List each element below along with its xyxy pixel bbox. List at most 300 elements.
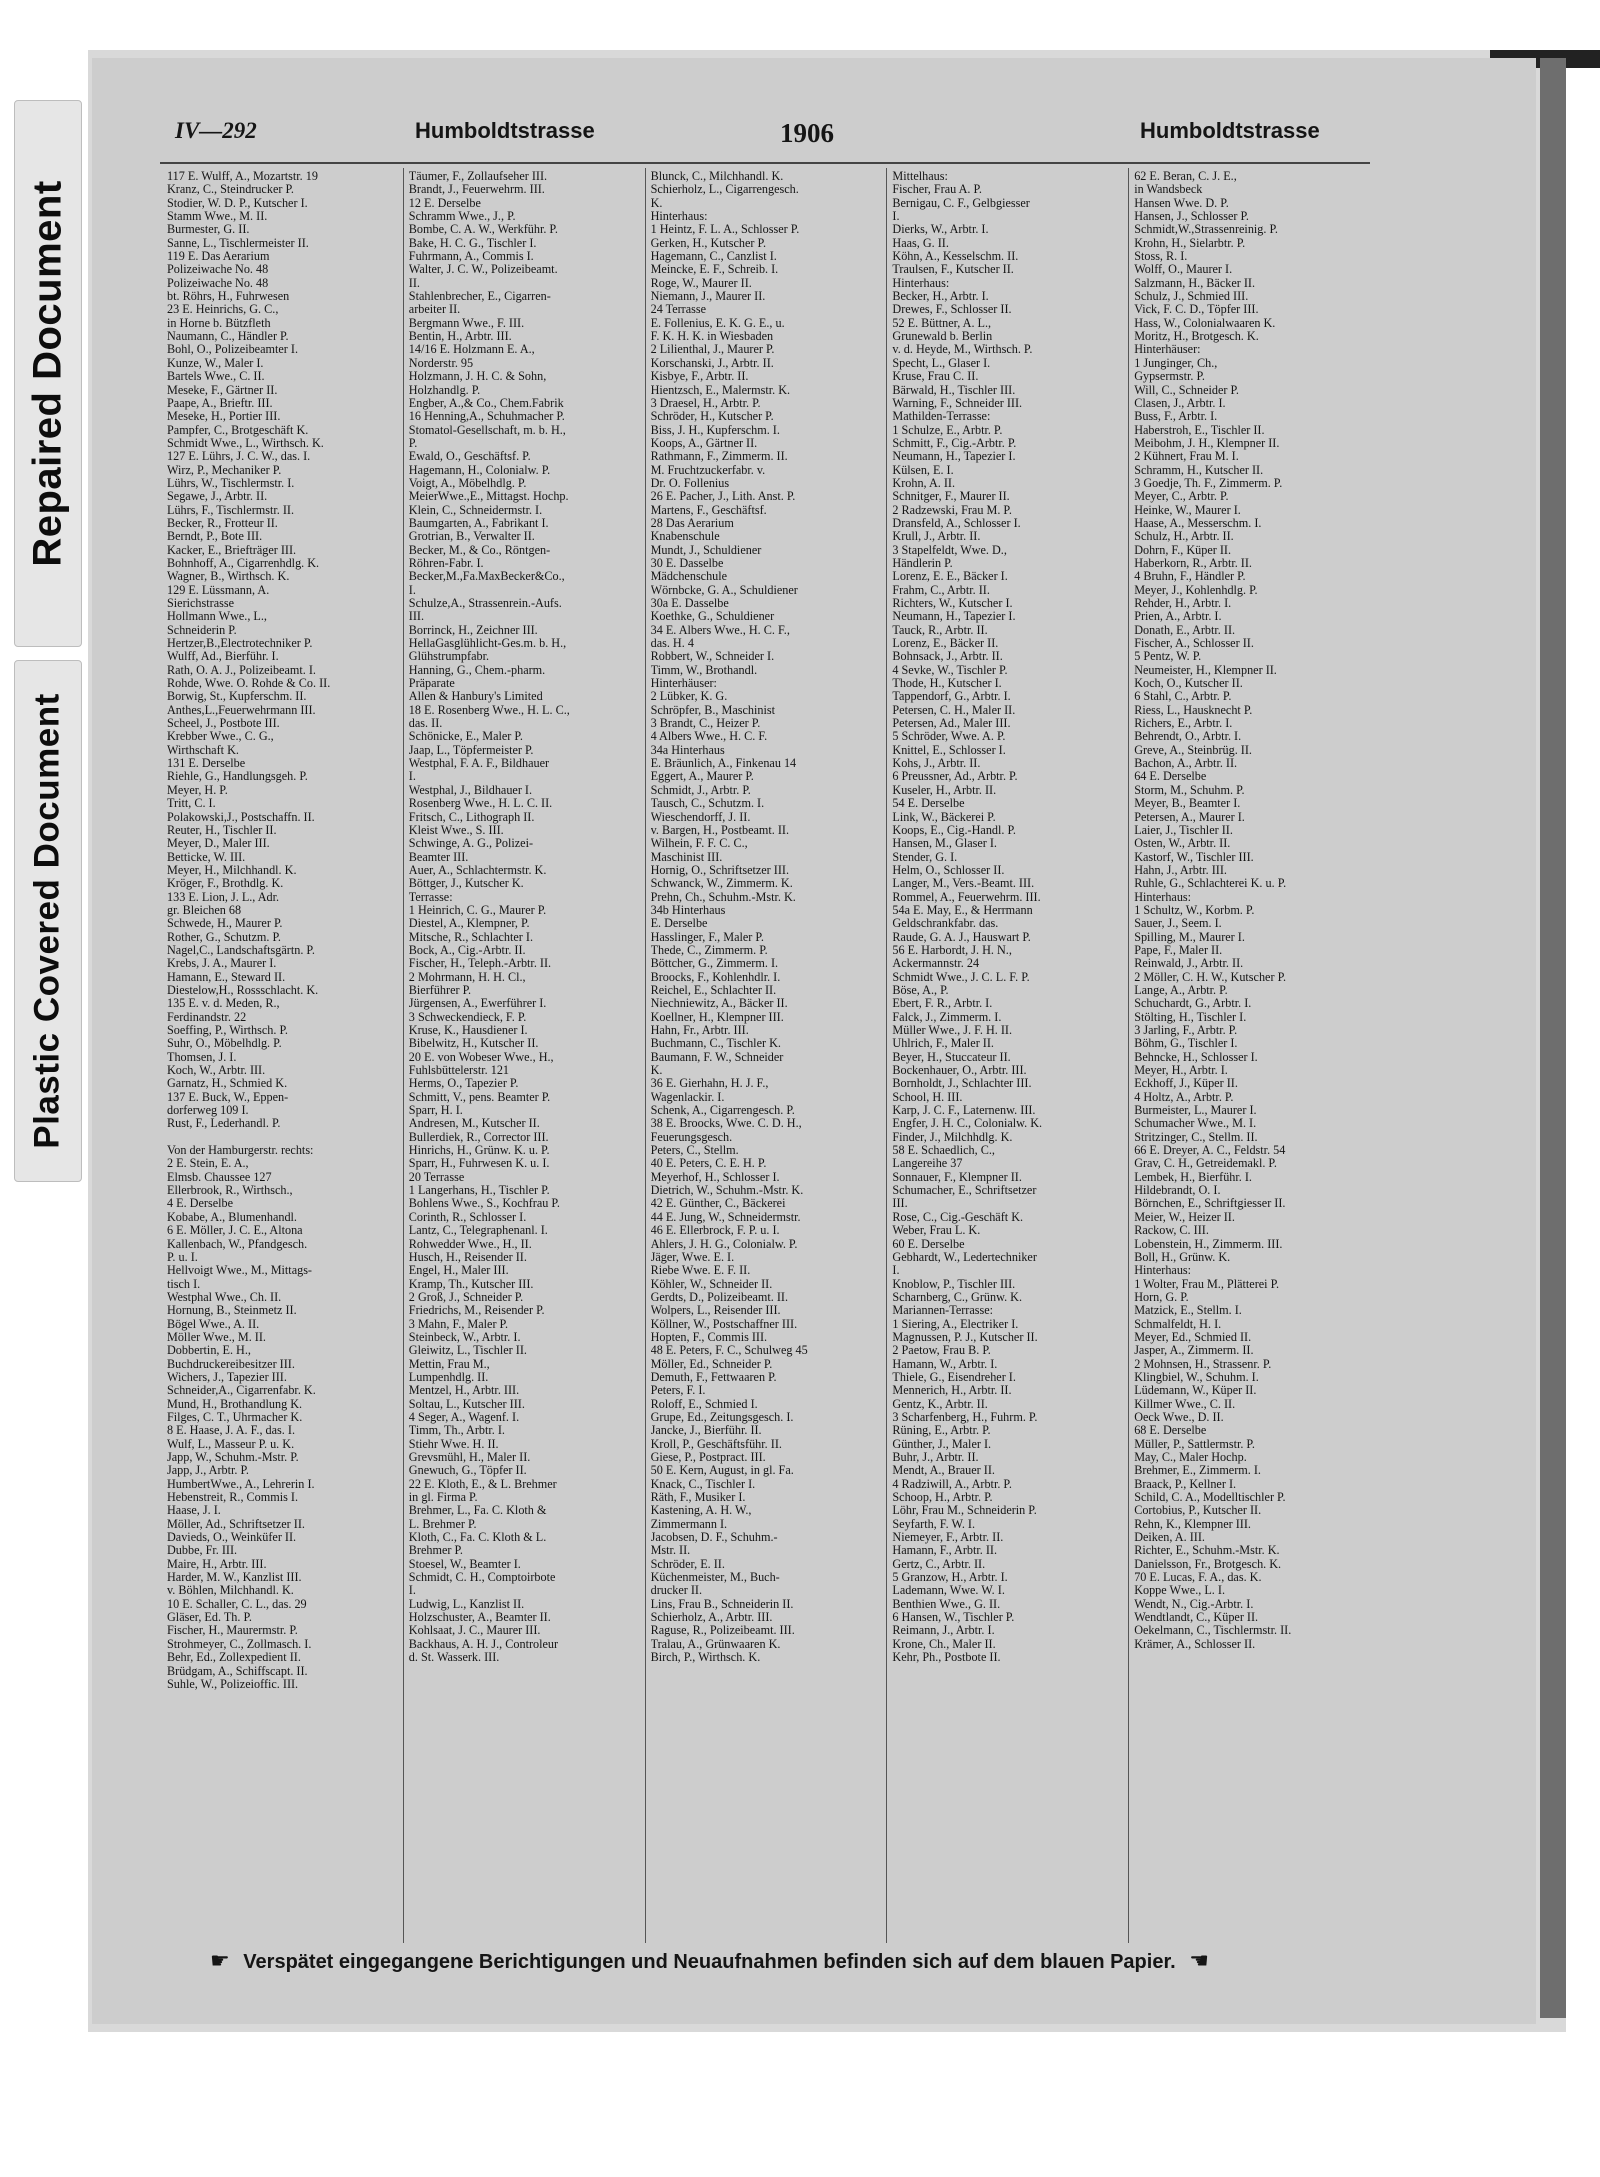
directory-entry: Niemann, J., Maurer II. [650, 290, 766, 304]
directory-entry: Böttger, J., Kutscher K. [408, 877, 524, 891]
directory-entry: bt. Röhrs, H., Fuhrwesen [167, 290, 290, 304]
directory-entry: Petersen, C. H., Maler II. [892, 703, 1016, 717]
directory-entry: 127 E. Lührs, J. C. W., das. I. [167, 450, 311, 464]
directory-entry: 28 Das Aerarium [650, 516, 734, 530]
directory-entry: 129 E. Lüssmann, A. [167, 583, 270, 597]
directory-entry: Diestelow,H., Rossschlacht. K. [167, 983, 319, 997]
directory-entry: Helm, O., Schlosser II. [892, 863, 1005, 877]
directory-entry: Hertzer,B.,Electrotechniker P. [167, 637, 313, 651]
directory-entry: Garnatz, H., Schmied K. [167, 1077, 288, 1091]
directory-entry: Küchenmeister, M., Buch- [650, 1571, 780, 1585]
directory-entry: Haberstroh, E., Tischler II. [1134, 423, 1265, 437]
directory-entry: Möller, Ed., Schneider P. [650, 1357, 773, 1371]
directory-entry: Schuchardt, G., Arbtr. I. [1134, 997, 1252, 1011]
directory-entry: 34 E. Albers Wwe., H. C. F., [650, 623, 790, 637]
directory-entry: Reinwald, J., Arbtr. II. [1134, 957, 1244, 971]
directory-entry: Mathilden-Terrasse: [892, 410, 991, 424]
directory-entry: E. Bräunlich, A., Finkenau 14 [650, 757, 797, 771]
directory-entry: Wagenlackir. I. [650, 1090, 725, 1104]
directory-column-3 [646, 168, 888, 1943]
repaired-document-label: Repaired Document [25, 180, 70, 567]
directory-entry: das. H. 4 [650, 637, 694, 651]
directory-entry: Stoss, R. I. [1134, 250, 1188, 264]
directory-entry: Dobbertin, E. H., [167, 1344, 251, 1358]
directory-entry: Haas, G. II. [892, 236, 949, 250]
directory-entry: Lührs, W., Tischlermstr. I. [167, 476, 295, 490]
directory-entry: 4 E. Derselbe [167, 1197, 233, 1211]
directory-entry: E. Follenius, E. K. G. E., u. [650, 316, 785, 330]
directory-entry: Präparate [408, 677, 455, 691]
directory-entry: Benthien Wwe., G. II. [892, 1597, 1001, 1611]
directory-entry: Fritsch, C., Lithograph II. [408, 810, 535, 824]
directory-entry: Anthes,L.,Feuerwehrmann III. [167, 703, 316, 717]
directory-entry: Meseke, H., Portier III. [167, 410, 281, 424]
directory-entry: Burmeister, L., Maurer I. [1134, 1104, 1257, 1118]
directory-entry: 54a E. May, E., & Herrmann [892, 903, 1033, 917]
directory-entry: Schwinge, A. G., Polizei- [408, 837, 534, 851]
directory-entry: Becker, R., Frotteur II. [167, 516, 278, 530]
directory-entry: Tausch, C., Schutzm. I. [650, 797, 765, 811]
directory-entry: Buchmann, C., Tischler K. [650, 1037, 781, 1051]
directory-entry: Meyer, Ed., Schmied II. [1134, 1330, 1252, 1344]
directory-entry: Meyerhof, H., Schlosser I. [650, 1170, 780, 1184]
directory-entry: Hinrichs, H., Grünw. K. u. P. [408, 1144, 550, 1158]
directory-entry: Broocks, F., Kohlenhdlr. I. [650, 970, 781, 984]
directory-entry: Grunewald b. Berlin [892, 330, 993, 344]
directory-entry: Ludwig, L., Kanzlist II. [408, 1597, 525, 1611]
directory-entry: Beyer, H., Stuccateur II. [892, 1050, 1011, 1064]
directory-entry: Pampfer, C., Brotgeschäft K. [167, 423, 309, 437]
directory-entry: Reichel, E., Schlachter II. [650, 983, 777, 997]
directory-entry: Jäger, Wwe. E. I. [650, 1250, 735, 1264]
directory-entry: Schulze,A., Strassenrein.-Aufs. [408, 597, 562, 610]
directory-entry: 4 Sevke, W., Tischler P. [892, 663, 1008, 677]
directory-entry: 4 Radziwill, A., Arbtr. P. [892, 1477, 1012, 1491]
directory-entry: Lorenz, E., Bäcker II. [892, 637, 999, 651]
directory-entry: Koethke, G., Schuldiener [650, 610, 775, 624]
directory-entry: Knoblow, P., Tischler III. [892, 1277, 1016, 1291]
directory-entry: Voigt, A., Möbelhdlg. P. [408, 476, 527, 490]
directory-entry: I. [408, 770, 416, 784]
directory-entry: Betticke, W. III. [167, 850, 246, 864]
directory-entry: Friedrichs, M., Reisender P. [408, 1304, 545, 1318]
directory-entry: Kleist Wwe., S. III. [408, 823, 504, 837]
directory-entry: Gnewuch, G., Töpfer II. [408, 1464, 527, 1478]
directory-entry: 117 E. Wulff, A., Mozartstr. 19 [167, 170, 318, 183]
directory-entry: K. [650, 196, 663, 210]
directory-entry: 12 E. Derselbe [408, 196, 481, 210]
directory-entry: Bernigau, C. F., Gelbgiesser [892, 196, 1030, 210]
directory-entry: Tauck, R., Arbtr. II. [892, 623, 988, 637]
directory-entry: 4 Bruhn, F., Händler P. [1134, 570, 1246, 584]
directory-entry: Mariannen-Terrasse: [892, 1304, 994, 1318]
directory-entry: Sparr, H. I. [408, 1104, 463, 1118]
directory-entry: Sauer, J., Seem. I. [1134, 917, 1222, 931]
directory-entry: 40 E. Peters, C. E. H. P. [650, 1157, 767, 1171]
directory-entry: 1 Wolter, Frau M., Plätterei P. [1134, 1277, 1280, 1291]
directory-entry: Langereihe 37 [892, 1157, 963, 1171]
directory-entry: Tappendorf, G., Arbtr. I. [892, 690, 1011, 704]
directory-entry: Sonnauer, F., Klempner II. [892, 1170, 1022, 1184]
directory-entry: 48 E. Peters, F. C., Schulweg 45 [650, 1344, 808, 1358]
footer-text: Verspätet eingegangene Berichtigungen und Neuaufnahmen befinden sich auf dem blauen Papier. [243, 1951, 1176, 1973]
directory-entry: Külsen, E. I. [892, 463, 954, 477]
directory-entry: Lademann, Wwe. W. I. [892, 1584, 1005, 1598]
directory-entry: Wolff, O., Maurer I. [1134, 263, 1233, 277]
directory-entry: Börnchen, E., Schriftgiesser II. [1134, 1197, 1286, 1211]
directory-entry: Wendt, N., Cig.-Arbtr. I. [1134, 1597, 1254, 1611]
directory-entry: Corinth, R., Schlosser I. [408, 1210, 527, 1224]
repaired-document-tab [14, 100, 82, 647]
directory-entry: Hinterhäuser: [650, 677, 717, 691]
directory-entry: Kastorf, W., Tischler III. [1134, 850, 1254, 864]
directory-entry: M. Fruchtzuckerfabr. v. [650, 463, 766, 477]
directory-entry [167, 1131, 399, 1144]
directory-entry: Specht, L., Glaser I. [892, 356, 991, 370]
directory-entry: Husch, H., Reisender II. [408, 1250, 527, 1264]
directory-entry: Polakowski,J., Postschaffn. II. [167, 810, 315, 824]
directory-entry: Koch, W., Arbtr. III. [167, 1064, 266, 1078]
directory-entry: Lobenstein, H., Zimmerm. III. [1134, 1237, 1283, 1251]
directory-entry: Kisbye, F., Arbtr. II. [650, 370, 749, 384]
directory-entry: Thiele, G., Eisendreher I. [892, 1370, 1016, 1384]
directory-entry: Fuhrmann, A., Commis I. [408, 250, 534, 264]
directory-entry: Fuhlsbüttelerstr. 121 [408, 1064, 510, 1078]
directory-entry: Becker, M., & Co., Röntgen- [408, 543, 551, 557]
directory-entry: Reimann, J., Arbtr. I. [892, 1624, 995, 1638]
directory-entry: Giese, P., Postpract. III. [650, 1451, 766, 1464]
directory-entry: Suhr, O., Möbelhdlg. P. [167, 1037, 282, 1051]
directory-entry: Dransfeld, A., Schlosser I. [892, 516, 1021, 530]
directory-entry: Gläser, Ed. Th. P. [167, 1611, 252, 1625]
directory-entry: 1 Schulze, E., Arbtr. P. [892, 423, 1003, 437]
directory-entry: Möller, Ad., Schriftsetzer II. [167, 1517, 305, 1531]
directory-entry: Brehmer P. [408, 1544, 463, 1558]
directory-entry: Gleiwitz, L., Tischler II. [408, 1344, 527, 1358]
directory-entry: Schmidt,W.,Strassenreinig. P. [1134, 223, 1278, 237]
directory-entry: Meyer, J., Kohlenhdlg. P. [1134, 583, 1258, 597]
directory-entry: Bornholdt, J., Schlachter III. [892, 1077, 1032, 1091]
directory-columns [162, 168, 1370, 1943]
directory-entry: Jasper, A., Zimmerm. II. [1134, 1344, 1254, 1358]
directory-entry: 42 E. Günther, C., Bäckerei [650, 1197, 786, 1211]
directory-entry: in gl. Firma P. [408, 1491, 478, 1505]
directory-entry: Schramm, H., Kutscher II. [1134, 463, 1264, 477]
directory-entry: Kruse, K., Hausdiener I. [408, 1024, 528, 1037]
directory-entry: 10 E. Schaller, C. L., das. 29 [167, 1597, 307, 1611]
directory-entry: Thode, H., Kutscher I. [892, 677, 1002, 691]
directory-entry: 1 Langerhans, H., Tischler P. [408, 1184, 550, 1198]
directory-entry: Storm, M., Schuhm. P. [1134, 783, 1245, 797]
directory-entry: Filges, C. T., Uhrmacher K. [167, 1410, 303, 1424]
directory-entry: Klingbiel, W., Schuhm. I. [1134, 1370, 1259, 1384]
directory-entry: Danielsson, Fr., Brotgesch. K. [1134, 1557, 1282, 1571]
directory-entry: Mittelhaus: [892, 170, 948, 183]
directory-entry: Klein, C., Schneidermstr. I. [408, 503, 543, 517]
directory-entry: Rath, O. A. J., Polizeibeamt. I. [167, 663, 316, 677]
directory-entry: Mettin, Frau M., [408, 1357, 490, 1371]
directory-entry: Lüdemann, W., Küper II. [1134, 1384, 1257, 1398]
directory-entry: Wendtlandt, C., Küper II. [1134, 1611, 1259, 1625]
directory-entry: Riehle, G., Handlungsgeh. P. [167, 770, 308, 784]
directory-entry: Krull, J., Arbtr. II. [892, 530, 981, 544]
directory-entry: Bullerdiek, R., Corrector III. [408, 1130, 549, 1144]
directory-entry: Fischer, A., Schlosser II. [1134, 637, 1254, 651]
directory-entry: Magnussen, P. J., Kutscher II. [892, 1330, 1038, 1344]
directory-entry: 2 Groß, J., Schneider P. [408, 1290, 524, 1304]
directory-entry: Paape, A., Brieftr. III. [167, 396, 273, 410]
directory-entry: Demuth, F., Fettwaaren P. [650, 1370, 777, 1384]
directory-entry: Bake, H. C. G., Tischler I. [408, 236, 537, 250]
directory-entry: Rommel, A., Feuerwehrm. III. [892, 890, 1041, 904]
directory-entry: Hildebrandt, O. I. [1134, 1184, 1221, 1198]
directory-entry: Fischer, Frau A. P. [892, 183, 982, 197]
directory-entry: Kröger, F., Brothdlg. K. [167, 877, 284, 891]
directory-entry: Polizeiwache No. 48 [167, 276, 269, 290]
directory-entry: 70 E. Lucas, F. A., das. K. [1134, 1571, 1262, 1585]
directory-entry: Böse, A., P. [892, 983, 949, 997]
directory-entry: in Horne b. Bützfleth [167, 316, 271, 330]
directory-entry: 16 Henning,A., Schuhmacher P. [408, 410, 565, 424]
directory-entry: Täumer, F., Zollaufseher III. [408, 170, 548, 183]
directory-entry: Kranz, C., Steindrucker P. [167, 183, 294, 197]
directory-entry: Holzschuster, A., Beamter II. [408, 1611, 551, 1625]
directory-entry: Biss, J. H., Kupferschm. I. [650, 423, 780, 437]
directory-entry: Böhm, G., Tischler I. [1134, 1037, 1238, 1051]
directory-entry: Raude, G. A. J., Hauswart P. [892, 930, 1031, 944]
directory-entry: Behrendt, O., Arbtr. I. [1134, 730, 1242, 744]
directory-entry: Birch, P., Wirthsch. K. [650, 1651, 761, 1665]
directory-entry: Köhn, A., Kesselschm. II. [892, 250, 1019, 264]
directory-entry: HellaGasglühlicht-Ges.m. b. H., [408, 637, 567, 651]
directory-entry: Hansen, M., Glaser I. [892, 837, 997, 851]
directory-entry: Kallenbach, W., Pfandgesch. [167, 1237, 308, 1251]
directory-entry: Uhlrich, F., Maler II. [892, 1037, 994, 1051]
directory-entry: 1 Heintz, F. L. A., Schlosser P. [650, 223, 800, 237]
directory-entry: Möller Wwe., M. II. [167, 1330, 266, 1344]
directory-entry: Will, C., Schneider P. [1134, 383, 1239, 397]
directory-entry: 3 Stapelfeldt, Wwe. D., [892, 543, 1007, 557]
directory-entry: Ferdinandstr. 22 [167, 1010, 247, 1024]
directory-entry: Koellner, H., Klempner III. [650, 1010, 784, 1024]
directory-entry: Japp, J., Arbtr. P. [167, 1464, 249, 1478]
directory-entry: Bombe, C. A. W., Werkführ. P. [408, 223, 558, 237]
directory-entry: Peters, F. I. [650, 1384, 706, 1398]
directory-entry: Koch, O., Kutscher II. [1134, 677, 1243, 691]
directory-entry: Rose, C., Cig.-Geschäft K. [892, 1210, 1024, 1224]
directory-entry: Kobabe, A., Blumenhandl. [167, 1210, 297, 1224]
directory-entry: Schönicke, E., Maler P. [408, 730, 523, 744]
directory-entry: Becker,M.,Fa.MaxBecker&Co., [408, 570, 565, 584]
directory-entry: Schmidt, J., Arbtr. P. [650, 783, 751, 797]
directory-entry: Geldschrankfabr. das. [892, 917, 999, 931]
directory-entry: Schwanck, W., Zimmerm. K. [650, 877, 793, 891]
directory-entry: Bock, A., Cig.-Arbtr. II. [408, 943, 526, 957]
directory-entry: Frahm, C., Arbtr. II. [892, 583, 990, 597]
directory-entry: Niechniewitz, A., Bäcker II. [650, 997, 788, 1011]
directory-entry: II. [408, 276, 420, 290]
directory-entry: Schmalfeldt, H. I. [1134, 1317, 1222, 1331]
directory-entry: Hahn, J., Arbtr. III. [1134, 863, 1227, 877]
directory-entry: 1 Schultz, W., Korbm. P. [1134, 903, 1255, 917]
directory-entry: May, C., Maler Hochp. [1134, 1451, 1247, 1464]
directory-entry: 58 E. Schaedlich, C., [892, 1144, 995, 1158]
directory-entry: Hientzsch, E., Malermstr. K. [650, 383, 791, 397]
directory-entry: Lange, A., Arbtr. P. [1134, 983, 1228, 997]
directory-entry: E. Derselbe [650, 917, 708, 931]
pointing-hand-icon-right: ☚ [1189, 1948, 1209, 1973]
directory-entry: Müller, P., Sattlermstr. P. [1134, 1437, 1255, 1451]
directory-entry: v. d. Heyde, M., Wirthsch. P. [892, 343, 1033, 357]
directory-entry: Röhren-Fabr. I. [408, 556, 484, 570]
directory-entry: Jürgensen, A., Ewerführer I. [408, 997, 547, 1011]
directory-entry: Deiken, A. III. [1134, 1531, 1205, 1545]
directory-entry: 2 Mohrmann, H. H. Cl., [408, 970, 526, 984]
directory-entry: Rohwedder Wwe., H., II. [408, 1237, 532, 1251]
directory-entry: 119 E. Das Aerarium [167, 250, 270, 264]
directory-entry: Löhr, Frau M., Schneiderin P. [892, 1504, 1037, 1518]
directory-entry: 52 E. Büttner, A. L., [892, 316, 992, 330]
directory-entry: Schneider,A., Cigarrenfabr. K. [167, 1384, 316, 1398]
directory-entry: Schumacher, E., Schriftsetzer [892, 1184, 1037, 1198]
directory-entry: Grupe, Ed., Zeitungsgesch. I. [650, 1410, 794, 1424]
directory-entry: 66 E. Dreyer, A. C., Feldstr. 54 [1134, 1144, 1286, 1158]
directory-entry: Schröder, H., Kutscher P. [650, 410, 774, 424]
header-rule [160, 162, 1370, 164]
plastic-covered-document-tab [14, 660, 82, 1182]
directory-entry: Wörnbcke, G. A., Schuldiener [650, 583, 798, 597]
directory-entry: Buhr, J., Arbtr. II. [892, 1451, 979, 1464]
directory-entry: Spilling, M., Maurer I. [1134, 930, 1245, 944]
directory-entry: Schmitt, F., Cig.-Arbtr. P. [892, 436, 1017, 450]
directory-entry: Finder, J., Milchhdlg. K. [892, 1130, 1013, 1144]
directory-entry: Rackow, C. III. [1134, 1224, 1209, 1238]
directory-entry: Hahn, Fr., Arbtr. III. [650, 1024, 749, 1037]
directory-entry: Bibelwitz, H., Kutscher II. [408, 1037, 539, 1051]
directory-entry: Richers, E., Arbtr. I. [1134, 717, 1233, 731]
directory-entry: Warning, F., Schneider III. [892, 396, 1023, 410]
page-edge-shadow [1540, 58, 1566, 2018]
directory-entry: Kastening, A. H. W., [650, 1504, 752, 1518]
directory-entry: Wagner, B., Wirthsch. K. [167, 570, 290, 584]
year: 1906 [780, 118, 834, 148]
directory-entry: Kohlsaat, J. C., Maurer III. [408, 1624, 541, 1638]
directory-entry: Brehmer, L., Fa. C. Kloth & [408, 1504, 547, 1518]
directory-entry: Neumeister, H., Klempner II. [1134, 663, 1277, 677]
directory-entry: Gerdts, D., Polizeibeamt. II. [650, 1290, 789, 1304]
directory-entry: Roge, W., Maurer II. [650, 276, 752, 290]
directory-entry: 20 E. von Wobeser Wwe., H., [408, 1050, 554, 1064]
directory-entry: 36 E. Gierhahn, H. J. F., [650, 1077, 769, 1091]
directory-entry: Borwig, St., Kupferschm. II. [167, 690, 307, 704]
directory-entry: Lantz, C., Telegraphenanl. I. [408, 1224, 548, 1238]
directory-entry: Stritzinger, C., Stellm. II. [1134, 1130, 1258, 1144]
directory-entry: Rehn, K., Klempner III. [1134, 1517, 1251, 1531]
directory-entry: 4 Holtz, A., Arbtr. P. [1134, 1090, 1234, 1104]
directory-entry: 6 Stahl, C., Arbtr. P. [1134, 690, 1232, 704]
directory-entry: 30a E. Dasselbe [650, 597, 729, 610]
directory-entry: Donath, E., Arbtr. II. [1134, 623, 1236, 637]
directory-entry: 3 Goedje, Th. F., Zimmerm. P. [1134, 476, 1283, 490]
directory-entry: Haase, J. I. [167, 1504, 221, 1518]
directory-entry: Beamter III. [408, 850, 469, 864]
directory-entry: Schmidt, C. H., Comptoirbote [408, 1571, 556, 1585]
directory-entry: Engfer, J. H. C., Colonialw. K. [892, 1117, 1043, 1131]
directory-entry: das. II. [408, 717, 443, 731]
directory-entry: Bentin, H., Arbtr. III. [408, 330, 512, 344]
directory-entry: 3 Draesel, H., Arbtr. P. [650, 396, 761, 410]
directory-entry: Traulsen, F., Kutscher II. [892, 263, 1014, 277]
directory-entry: Meyer, D., Maler III. [167, 837, 270, 851]
directory-entry: Gypsermstr. P. [1134, 370, 1205, 384]
directory-entry: Meier, W., Heizer II. [1134, 1210, 1235, 1224]
directory-entry: Timm, W., Brothandl. [650, 663, 758, 677]
directory-entry: Hamann, F., Arbtr. II. [892, 1544, 998, 1558]
directory-entry: Wulf, L., Masseur P. u. K. [167, 1437, 295, 1451]
directory-entry: Blunck, C., Milchhandl. K. [650, 170, 784, 183]
directory-entry: Petersen, Ad., Maler III. [892, 717, 1011, 731]
directory-entry: Elmsb. Chaussee 127 [167, 1170, 272, 1184]
directory-entry: Riebe Wwe. E. F. II. [650, 1264, 751, 1278]
directory-entry: Falck, J., Zimmerm. I. [892, 1010, 1002, 1024]
directory-entry: Krebs, J. A., Maurer I. [167, 957, 277, 971]
directory-entry: 131 E. Derselbe [167, 757, 246, 771]
directory-entry: Lembek, H., Bierführ. I. [1134, 1170, 1252, 1184]
directory-entry: 6 Preussner, Ad., Arbtr. P. [892, 770, 1018, 784]
directory-entry: Dubbe, Fr. III. [167, 1544, 238, 1558]
directory-entry: Böttcher, G., Zimmerm. I. [650, 957, 779, 971]
directory-entry: Rohde, Wwe. O. Rohde & Co. II. [167, 677, 331, 691]
directory-entry: Rosenberg Wwe., H. L. C. II. [408, 797, 553, 811]
street-title-left: Humboldtstrasse [415, 118, 595, 143]
directory-entry: Horn, G. P. [1134, 1290, 1189, 1304]
directory-entry: Tralau, A., Grünwaaren K. [650, 1637, 781, 1651]
directory-entry: Thede, C., Zimmerm. P. [650, 943, 768, 957]
directory-entry: Koppe Wwe., L. I. [1134, 1584, 1226, 1598]
directory-entry: drucker II. [650, 1584, 703, 1598]
directory-entry: Kuseler, H., Arbtr. II. [892, 783, 997, 797]
directory-entry: 4 Seger, A., Wagenf. I. [408, 1410, 520, 1424]
directory-entry: Stoesel, W., Beamter I. [408, 1557, 521, 1571]
directory-entry: 23 E. Heinrichs, G. C., [167, 303, 279, 317]
directory-entry: Bohnsack, J., Arbtr. II. [892, 650, 1003, 664]
directory-entry: Krämer, A., Schlosser II. [1134, 1637, 1256, 1651]
directory-entry: Allen & Hanbury's Limited [408, 690, 543, 704]
directory-entry: Händlerin P. [892, 556, 953, 570]
directory-entry: I. [892, 1264, 900, 1278]
directory-entry: Eggert, A., Maurer P. [650, 770, 754, 784]
directory-entry: Bärwald, H., Tischler III. [892, 383, 1016, 397]
directory-entry: Räth, F., Musiker I. [650, 1491, 746, 1505]
directory-entry: F. K. H. K. in Wiesbaden [650, 330, 774, 344]
directory-entry: d. St. Wasserk. III. [408, 1651, 500, 1665]
directory-entry: Scharnberg, C., Grünw. K. [892, 1290, 1023, 1304]
directory-entry: Dr. O. Follenius [650, 476, 730, 490]
directory-entry: Gentz, K., Arbtr. II. [892, 1397, 988, 1411]
directory-entry: Richter, E., Schuhm.-Mstr. K. [1134, 1544, 1280, 1558]
directory-entry: Stodier, W. D. P., Kutscher I. [167, 196, 308, 210]
directory-entry: Rüning, E., Arbtr. P. [892, 1424, 991, 1438]
directory-entry: Engber, A.,& Co., Chem.Fabrik [408, 396, 564, 410]
directory-entry: in Wandsbeck [1134, 183, 1203, 197]
directory-entry: Ebert, F. R., Arbtr. I. [892, 997, 993, 1011]
directory-entry: P. u. I. [167, 1250, 198, 1264]
directory-entry: Dierks, W., Arbtr. I. [892, 223, 989, 237]
directory-entry: Koops, E., Cig.-Handl. P. [892, 823, 1016, 837]
directory-entry: Meincke, E. F., Schreib. I. [650, 263, 779, 277]
directory-entry: Hansen, J., Schlosser P. [1134, 210, 1249, 224]
directory-entry: Hornig, O., Schriftsetzer III. [650, 863, 790, 877]
